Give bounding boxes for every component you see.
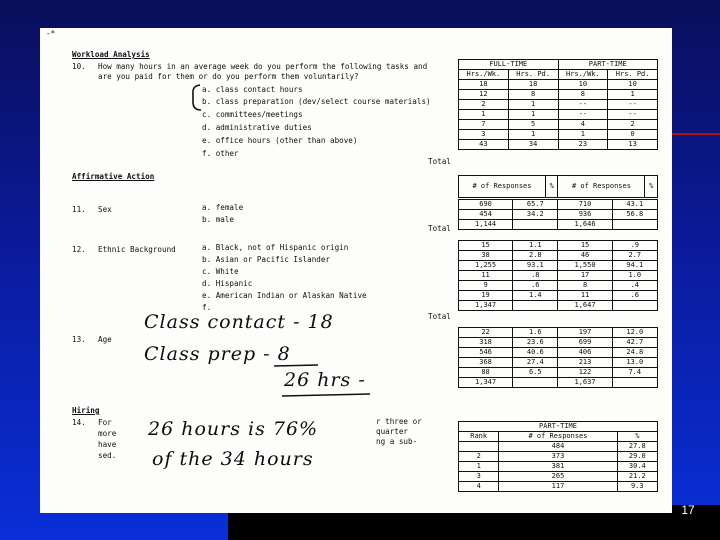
table-row <box>459 110 658 120</box>
table-cell: 15 <box>558 241 612 251</box>
table-cell: 27.4 <box>513 358 558 368</box>
table-cell: 18 <box>508 80 558 90</box>
affirmative-header-table <box>458 175 658 198</box>
table-cell: 1 <box>558 130 608 140</box>
table-cell: -- <box>558 100 608 110</box>
table-cell: 3 <box>459 130 509 140</box>
q12-option-d: d. Hispanic <box>202 279 253 288</box>
table-cell: 2 <box>459 452 499 462</box>
table-cell: 15 <box>459 241 513 251</box>
hiring-section-title: Hiring <box>72 406 100 415</box>
table-cell: 381 <box>499 462 617 472</box>
table-cell: 1 <box>508 110 558 120</box>
table-row <box>459 472 658 482</box>
q14-group-parttime: PART-TIME <box>459 422 658 432</box>
q10-item-d: d. administrative duties <box>202 123 312 132</box>
table-total-row <box>459 140 658 150</box>
table-cell <box>612 378 657 388</box>
table-cell: 1,646 <box>558 220 612 230</box>
table-cell: 8 <box>508 90 558 100</box>
table-cell: 690 <box>459 200 513 210</box>
table-row <box>459 338 658 348</box>
table-row <box>459 241 658 251</box>
table-cell: 197 <box>558 328 612 338</box>
affirmative-section-title: Affirmative Action <box>72 172 155 181</box>
handwriting-line5: of the 34 hours <box>152 448 314 470</box>
table-cell: 8 <box>558 281 612 291</box>
table-cell: 4 <box>558 120 608 130</box>
table-cell: 2 <box>459 100 509 110</box>
table-row <box>459 358 658 368</box>
table-row <box>459 482 658 492</box>
table-cell <box>513 220 558 230</box>
table-cell: 1,144 <box>459 220 513 230</box>
table-cell <box>513 301 558 311</box>
table-cell: 3 <box>459 472 499 482</box>
q14-number: 14. <box>72 418 86 427</box>
q12-number: 12. <box>72 245 86 254</box>
table-cell: 1 <box>459 462 499 472</box>
table-cell: 17 <box>558 271 612 281</box>
table-cell: 43 <box>459 140 509 150</box>
table-cell: 936 <box>558 210 612 220</box>
table-cell: 1.1 <box>513 241 558 251</box>
q11-option-a: a. female <box>202 203 244 212</box>
table-row <box>459 281 658 291</box>
table-cell: 122 <box>558 368 612 378</box>
q13-number: 13. <box>72 335 86 344</box>
table-row <box>459 261 658 271</box>
q12-option-b: b. Asian or Pacific Islander <box>202 255 331 264</box>
table-cell: 699 <box>558 338 612 348</box>
table-total-row <box>459 301 658 311</box>
table-cell: 10 <box>608 80 658 90</box>
q14-right-fragment: ng a sub- <box>376 437 418 446</box>
q14-fragment: For <box>98 418 112 427</box>
table-cell: .6 <box>513 281 558 291</box>
table-row <box>459 452 658 462</box>
table-total-row <box>459 220 658 230</box>
q11-option-b: b. male <box>202 215 235 224</box>
workload-section-title: Workload Analysis <box>72 50 150 59</box>
table-cell <box>612 301 657 311</box>
table-cell: .9 <box>612 241 657 251</box>
aa-col-header: % <box>545 176 558 198</box>
table-cell: 27.8 <box>617 442 657 452</box>
table-cell: 12 <box>459 90 509 100</box>
q10-table <box>458 59 658 150</box>
q11-table <box>458 199 658 230</box>
table-cell: 318 <box>459 338 513 348</box>
table-row <box>459 80 658 90</box>
table-cell: 46 <box>558 251 612 261</box>
q10-col-header: Hrs./Wk. <box>558 70 608 80</box>
table-row <box>459 291 658 301</box>
table-cell: 9.3 <box>617 482 657 492</box>
table-cell: .8 <box>513 271 558 281</box>
table-cell: 21.2 <box>617 472 657 482</box>
table-cell: 94.1 <box>612 261 657 271</box>
table-cell: 1.0 <box>612 271 657 281</box>
table-cell: 1.4 <box>513 291 558 301</box>
q12-option-f: f. <box>202 303 212 312</box>
q10-question-line2: are you paid for them or do you perform them voluntarily? <box>98 72 359 81</box>
table-row <box>459 462 658 472</box>
q10-col-header: Hrs./Wk. <box>459 70 509 80</box>
table-cell <box>612 220 657 230</box>
q10-col-header: Hrs. Pd. <box>608 70 658 80</box>
q10-total-label: Total <box>428 157 451 166</box>
table-cell: 7.4 <box>612 368 657 378</box>
q11-label: Sex <box>98 205 112 214</box>
table-cell: 1.6 <box>513 328 558 338</box>
table-cell: 29.0 <box>617 452 657 462</box>
table-row <box>459 328 658 338</box>
q10-item-b: b. class preparation (dev/select course materials) <box>202 97 431 106</box>
table-cell: 2.8 <box>513 251 558 261</box>
table-cell: 1,647 <box>558 301 612 311</box>
table-cell: 34 <box>508 140 558 150</box>
q10-item-a: a. class contact hours <box>202 85 303 94</box>
table-cell: 1,347 <box>459 301 513 311</box>
table-cell: 9 <box>459 281 513 291</box>
table-cell: 11 <box>459 271 513 281</box>
table-cell: 11 <box>558 291 612 301</box>
q12-table <box>458 240 658 311</box>
q14-table <box>458 421 658 492</box>
table-cell: 22 <box>459 328 513 338</box>
table-cell: 12.0 <box>612 328 657 338</box>
q12-label: Ethnic Background <box>98 245 176 254</box>
table-row <box>459 90 658 100</box>
q12-option-e: e. American Indian or Alaskan Native <box>202 291 367 300</box>
table-cell: 23 <box>558 140 608 150</box>
handwriting-line3: 26 hrs - <box>284 369 366 391</box>
table-cell: 710 <box>558 200 612 210</box>
q14-col-header: # of Responses <box>499 432 617 442</box>
table-row <box>459 348 658 358</box>
scanned-document <box>40 28 672 513</box>
slide-number: 17 <box>681 503 695 517</box>
table-cell: 117 <box>499 482 617 492</box>
q10-item-e: e. office hours (other than above) <box>202 136 358 145</box>
table-row <box>459 251 658 261</box>
table-row <box>459 100 658 110</box>
q14-fragment: sed. <box>98 451 117 460</box>
table-cell: 1 <box>508 100 558 110</box>
q12-option-c: c. White <box>202 267 239 276</box>
table-cell: 1,255 <box>459 261 513 271</box>
q14-col-header: % <box>617 432 657 442</box>
hand-bracket-mark <box>188 84 202 112</box>
aa-col-header: # of Responses <box>558 176 645 198</box>
table-cell: 65.7 <box>513 200 558 210</box>
table-cell: 38 <box>459 251 513 261</box>
q10-group-parttime: PART-TIME <box>558 60 658 70</box>
table-cell: 1 <box>608 90 658 100</box>
table-cell: 13 <box>608 140 658 150</box>
table-row <box>459 271 658 281</box>
handwriting-line2: Class prep - 8 <box>144 343 291 365</box>
table-cell <box>459 442 499 452</box>
q14-col-header: Rank <box>459 432 499 442</box>
table-cell: 23.6 <box>513 338 558 348</box>
table-cell: 13.0 <box>612 358 657 368</box>
q13-table <box>458 327 658 388</box>
table-row <box>459 210 658 220</box>
q14-fragment: have <box>98 440 117 449</box>
table-cell: 40.6 <box>513 348 558 358</box>
table-cell: 6.5 <box>513 368 558 378</box>
q13-label: Age <box>98 335 112 344</box>
table-cell: 265 <box>499 472 617 482</box>
table-cell: 406 <box>558 348 612 358</box>
table-cell: 56.8 <box>612 210 657 220</box>
table-cell: 2.7 <box>612 251 657 261</box>
table-cell: 1 <box>459 110 509 120</box>
table-cell: 546 <box>459 348 513 358</box>
q10-number: 10. <box>72 62 86 71</box>
q14-right-fragment: quarter <box>376 427 409 436</box>
table-cell: 0 <box>608 130 658 140</box>
table-cell: 4 <box>459 482 499 492</box>
q11-total-label: Total <box>428 224 451 233</box>
table-total-row <box>459 378 658 388</box>
table-cell: 88 <box>459 368 513 378</box>
aa-col-header: % <box>645 176 658 198</box>
table-row <box>459 442 658 452</box>
table-row <box>459 120 658 130</box>
table-cell: 1,347 <box>459 378 513 388</box>
table-cell: 454 <box>459 210 513 220</box>
aa-col-header: # of Responses <box>459 176 546 198</box>
table-cell: 484 <box>499 442 617 452</box>
q11-number: 11. <box>72 205 86 214</box>
table-cell: 213 <box>558 358 612 368</box>
q10-item-c: c. committees/meetings <box>202 110 303 119</box>
table-cell: 2 <box>608 120 658 130</box>
table-cell: 373 <box>499 452 617 462</box>
table-cell: .4 <box>612 281 657 291</box>
table-cell: 24.8 <box>612 348 657 358</box>
corner-mark: -* <box>46 29 56 38</box>
q10-group-fulltime: FULL-TIME <box>459 60 559 70</box>
table-cell: 1,550 <box>558 261 612 271</box>
table-cell: 1 <box>508 130 558 140</box>
table-row <box>459 368 658 378</box>
q14-fragment: more <box>98 429 117 438</box>
q14-right-fragment: r three or <box>376 417 422 426</box>
table-row <box>459 130 658 140</box>
table-cell: 8 <box>558 90 608 100</box>
q10-question-line1: How many hours in an average week do you perform the following tasks and <box>98 62 428 71</box>
table-cell: .6 <box>612 291 657 301</box>
table-cell: 5 <box>508 120 558 130</box>
table-cell: -- <box>608 110 658 120</box>
table-cell: 34.2 <box>513 210 558 220</box>
table-cell: 7 <box>459 120 509 130</box>
q10-item-f: f. other <box>202 149 239 158</box>
q12-option-a: a. Black, not of Hispanic origin <box>202 243 349 252</box>
handwriting-line1: Class contact - 18 <box>144 311 334 333</box>
table-row <box>459 200 658 210</box>
table-cell: 18 <box>459 80 509 90</box>
table-cell <box>513 378 558 388</box>
q12-total-label: Total <box>428 312 451 321</box>
red-accent-line <box>672 133 720 135</box>
table-cell: 30.4 <box>617 462 657 472</box>
table-cell: 42.7 <box>612 338 657 348</box>
table-cell: 1,637 <box>558 378 612 388</box>
table-cell: 368 <box>459 358 513 368</box>
table-cell: -- <box>558 110 608 120</box>
table-cell: 19 <box>459 291 513 301</box>
handwriting-underlines <box>142 344 382 424</box>
q10-col-header: Hrs. Pd. <box>508 70 558 80</box>
table-cell: -- <box>608 100 658 110</box>
table-cell: 93.1 <box>513 261 558 271</box>
table-cell: 43.1 <box>612 200 657 210</box>
handwriting-line4: 26 hours is 76% <box>148 418 319 440</box>
table-cell: 10 <box>558 80 608 90</box>
